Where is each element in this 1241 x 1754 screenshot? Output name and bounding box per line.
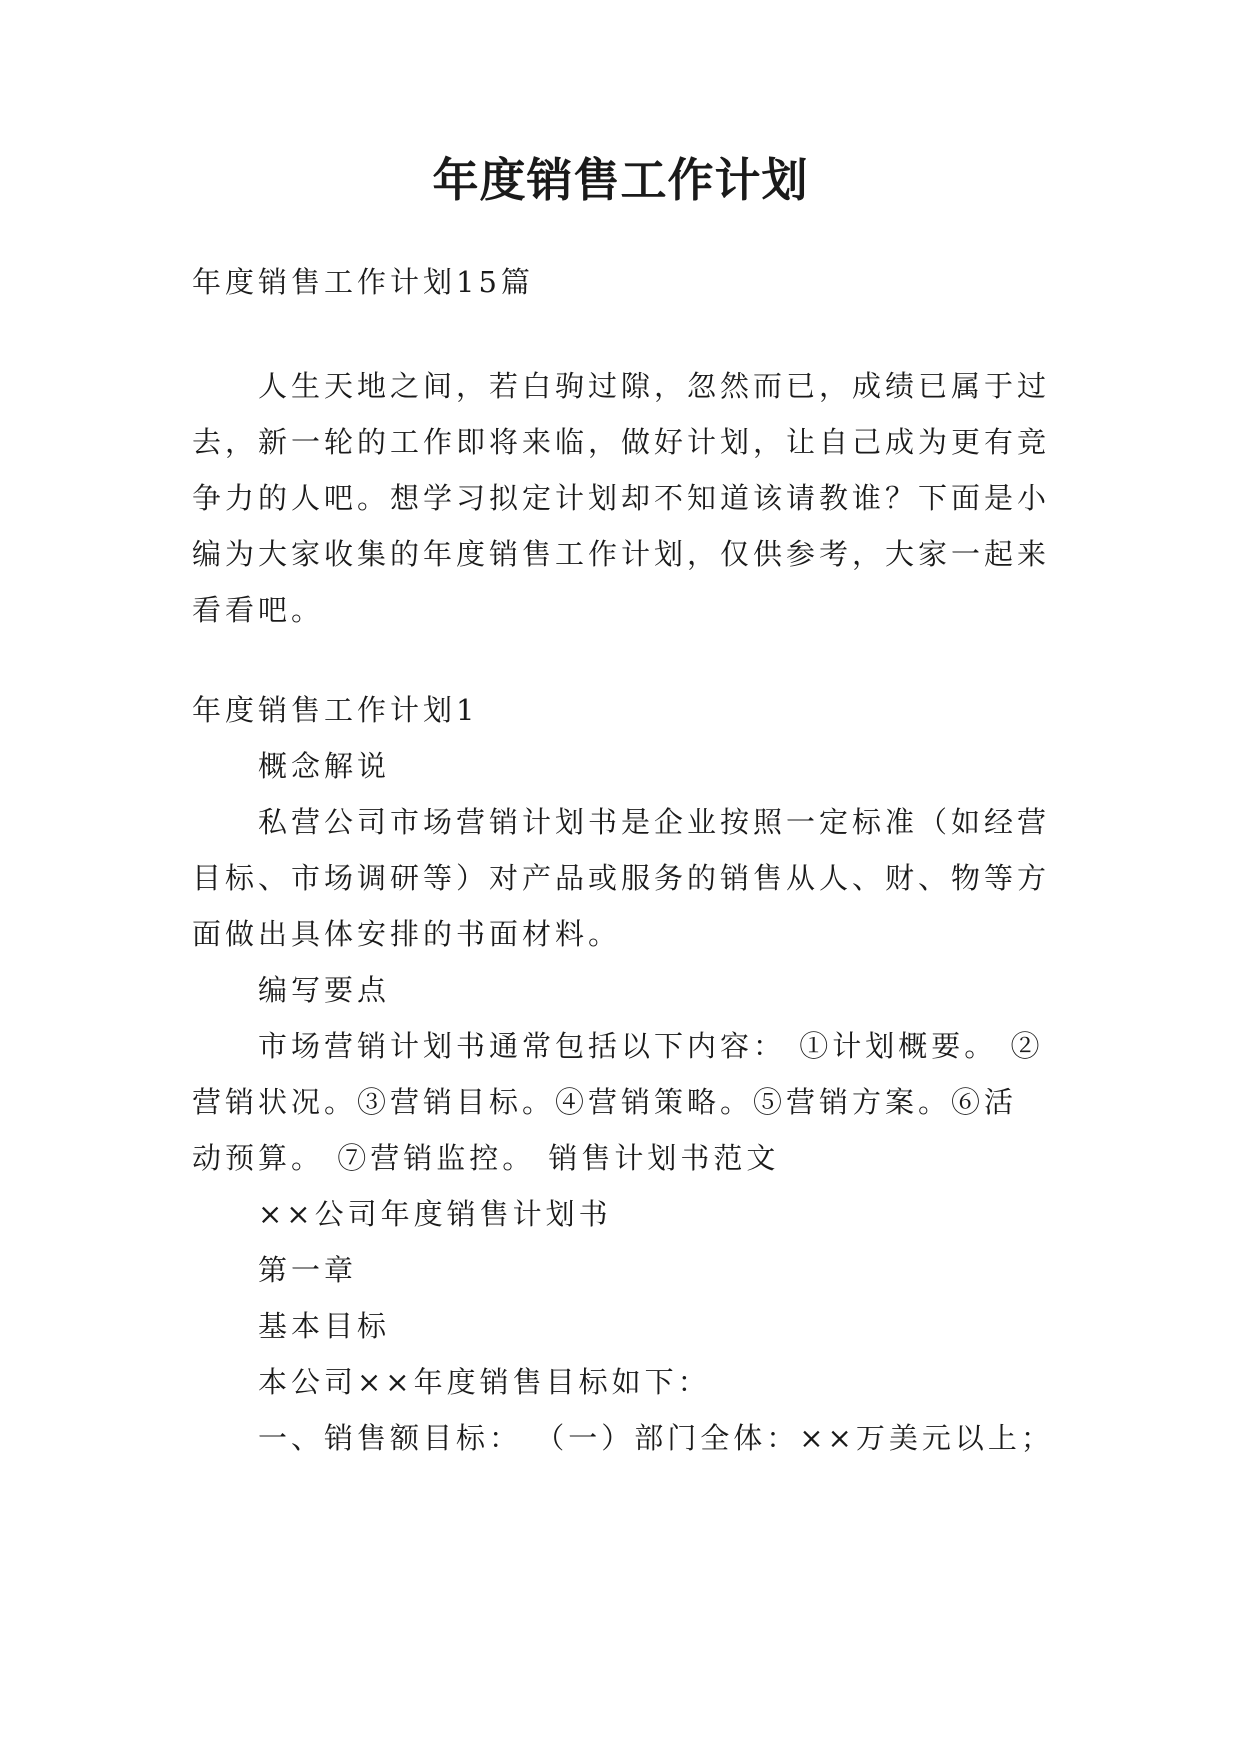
concept-line: 目标、市场调研等）对产品或服务的销售从人、财、物等方	[192, 861, 1051, 895]
points-line: 营销状况。③营销目标。④营销策略。⑤营销方案。⑥活	[192, 1085, 1018, 1119]
document-subtitle: 年度销售工作计划15篇	[192, 265, 534, 299]
intro-line: 争力的人吧。想学习拟定计划却不知道该请教谁？下面是小	[192, 481, 1051, 515]
intro-line: 编为大家收集的年度销售工作计划，仅供参考，大家一起来	[192, 537, 1051, 571]
points-heading: 编写要点	[258, 973, 391, 1007]
section-heading: 年度销售工作计划1	[192, 693, 479, 727]
intro-line: 看看吧。	[192, 593, 325, 627]
concept-line: 面做出具体安排的书面材料。	[192, 917, 622, 951]
intro-line: 去，新一轮的工作即将来临，做好计划，让自己成为更有竞	[192, 425, 1051, 459]
concept-heading: 概念解说	[258, 749, 391, 783]
points-line: 动预算。 ⑦营销监控。 销售计划书范文	[192, 1141, 780, 1175]
points-line: 市场营销计划书通常包括以下内容： ①计划概要。 ②	[258, 1029, 1044, 1063]
document-title: 年度销售工作计划	[432, 153, 809, 207]
goal-intro: 本公司××年度销售目标如下：	[258, 1365, 711, 1399]
chapter-heading: 第一章	[258, 1253, 358, 1287]
basic-goal-heading: 基本目标	[258, 1309, 391, 1343]
concept-line: 私营公司市场营销计划书是企业按照一定标准（如经营	[258, 805, 1051, 839]
intro-line: 人生天地之间，若白驹过隙，忽然而已，成绩已属于过	[258, 369, 1051, 403]
plan-title: ××公司年度销售计划书	[258, 1197, 612, 1231]
sales-target-line: 一、销售额目标： （一）部门全体：××万美元以上；	[258, 1421, 1054, 1455]
